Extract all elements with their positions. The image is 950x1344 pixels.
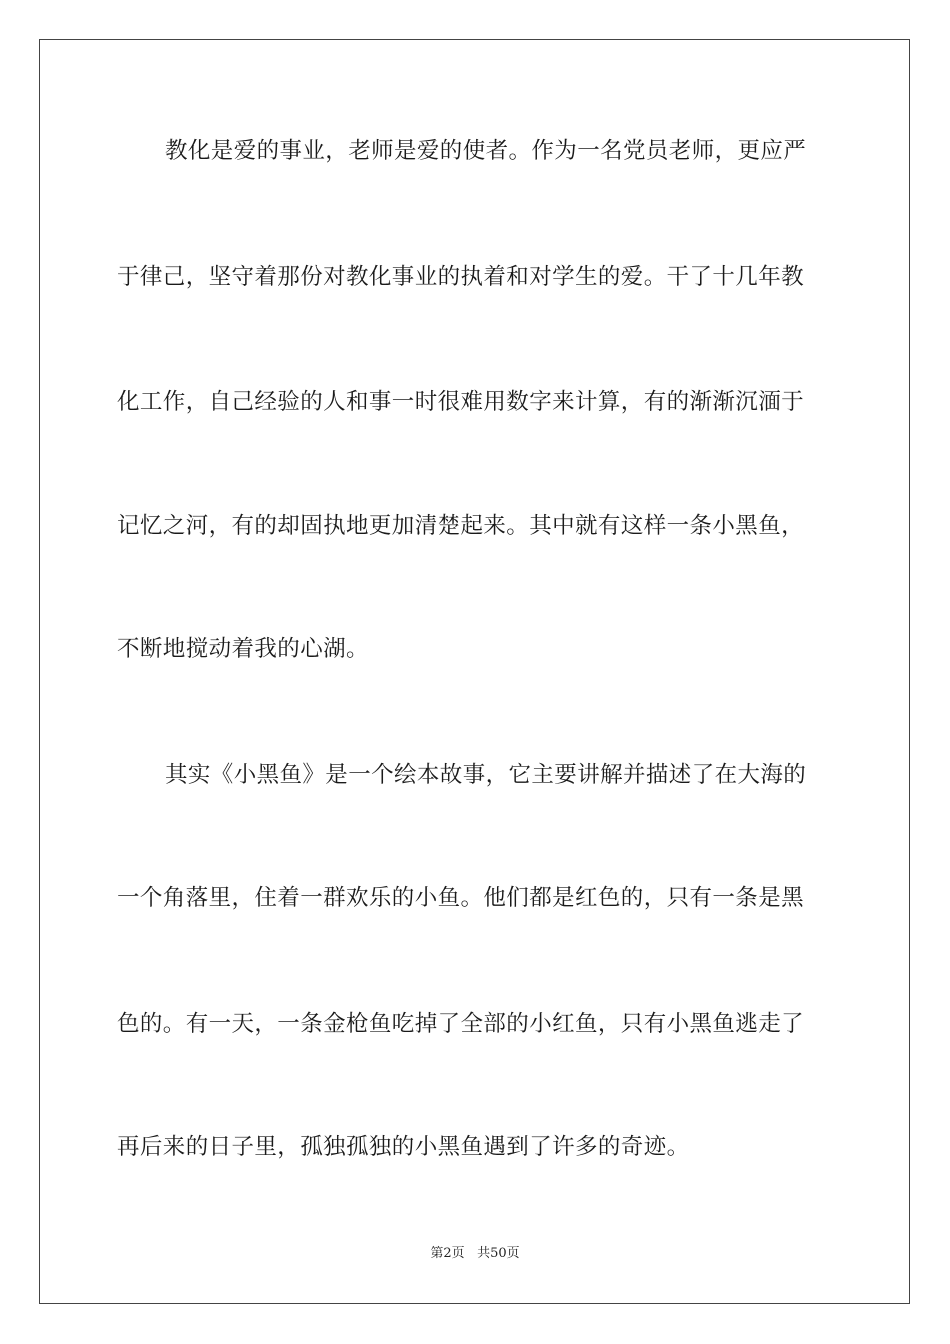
text-line: 教化是爱的事业，老师是爱的使者。作为一名党员老师，更应严 [165, 138, 807, 164]
page-total: 共50页 [477, 1246, 520, 1261]
page-number: 第2页 [430, 1246, 465, 1261]
page-border [39, 39, 910, 1304]
page-footer [0, 1244, 950, 1264]
text-line: 于律己，坚守着那份对教化事业的执着和对学生的爱。干了十几年教 [117, 264, 805, 290]
text-line: 再后来的日子里，孤独孤独的小黑鱼遇到了许多的奇迹。 [117, 1134, 690, 1160]
text-line: 化工作，自己经验的人和事一时很难用数字来计算，有的渐渐沉湎于 [117, 389, 805, 415]
text-line: 不断地搅动着我的心湖。 [117, 636, 369, 662]
text-line: 色的。有一天，一条金枪鱼吃掉了全部的小红鱼，只有小黑鱼逃走了 [117, 1011, 805, 1037]
text-line: 记忆之河，有的却固执地更加清楚起来。其中就有这样一条小黑鱼， [117, 513, 805, 539]
text-line: 其实《小黑鱼》是一个绘本故事，它主要讲解并描述了在大海的 [165, 762, 807, 788]
text-line: 一个角落里，住着一群欢乐的小鱼。他们都是红色的，只有一条是黑 [117, 885, 805, 911]
